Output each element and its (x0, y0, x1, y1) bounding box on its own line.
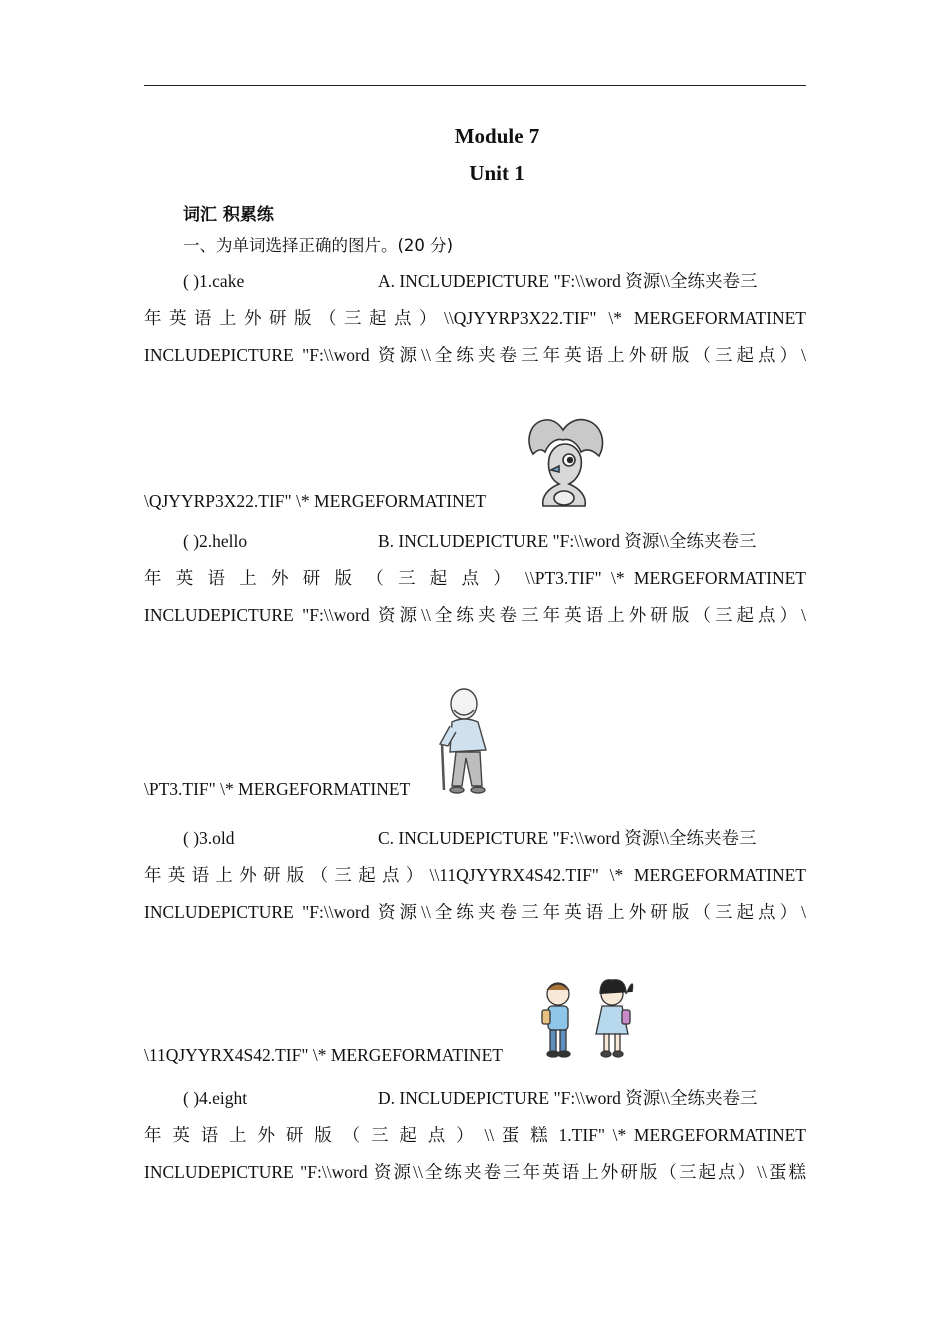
old-man-icon (436, 686, 506, 798)
header-rule (144, 85, 806, 86)
unit-title: Unit 1 (469, 161, 525, 185)
option-c-line3: INCLUDEPICTURE "F:\\word 资源\\全练夹卷三年英语上外研版（三起点）\ (144, 902, 806, 922)
section-instruction: 一、为单词选择正确的图片。(20 分) (183, 236, 454, 255)
children-icon (536, 976, 640, 1062)
eagle-icon (523, 414, 609, 510)
option-a-line4: \QJYYRP3X22.TIF" \* MERGEFORMATINET (144, 491, 487, 511)
option-b-start: B. INCLUDEPICTURE "F:\\word 资源\\全练夹卷三 (378, 531, 757, 551)
question-3: ( )3.old (183, 828, 235, 848)
option-d-line2: 年 英 语 上 外 研 版 （ 三 起 点 ） \\ 蛋 糕 1.TIF" \* MERGEFORMATINET (144, 1125, 806, 1145)
question-2: ( )2.hello (183, 531, 248, 551)
option-d-line3: INCLUDEPICTURE "F:\\word 资源\\全练夹卷三年英语上外研版（三起点）\\蛋糕 (144, 1162, 806, 1182)
option-a-start: A. INCLUDEPICTURE "F:\\word 资源\\全练夹卷三 (378, 271, 758, 291)
option-b-line4: \PT3.TIF" \* MERGEFORMATINET (144, 779, 411, 799)
option-c-line4: \11QJYYRX4S42.TIF" \* MERGEFORMATINET (144, 1045, 503, 1065)
option-a-line3: INCLUDEPICTURE "F:\\word 资源\\全练夹卷三年英语上外研版（三起点）\ (144, 345, 806, 365)
question-1: ( )1.cake (183, 271, 245, 291)
question-4: ( )4.eight (183, 1088, 248, 1108)
option-c-line2: 年英语上外研版（三起点）\\11QJYYRX4S42.TIF" \* MERGEFORMATINET (144, 865, 806, 885)
section-title: 词汇 积累练 (183, 205, 274, 225)
option-b-line3: INCLUDEPICTURE "F:\\word 资源\\全练夹卷三年英语上外研版（三起点）\ (144, 605, 806, 625)
option-d-start: D. INCLUDEPICTURE "F:\\word 资源\\全练夹卷三 (378, 1088, 758, 1108)
option-a-line2: 年英语上外研版（三起点）\\QJYYRP3X22.TIF" \* MERGEFORMATINET (144, 308, 806, 328)
option-c-start: C. INCLUDEPICTURE "F:\\word 资源\\全练夹卷三 (378, 828, 757, 848)
module-title: Module 7 (454, 124, 540, 148)
option-b-line2: 年 英 语 上 外 研 版 （ 三 起 点 ） \\PT3.TIF" \* MERGEFORMATINET (144, 568, 806, 588)
